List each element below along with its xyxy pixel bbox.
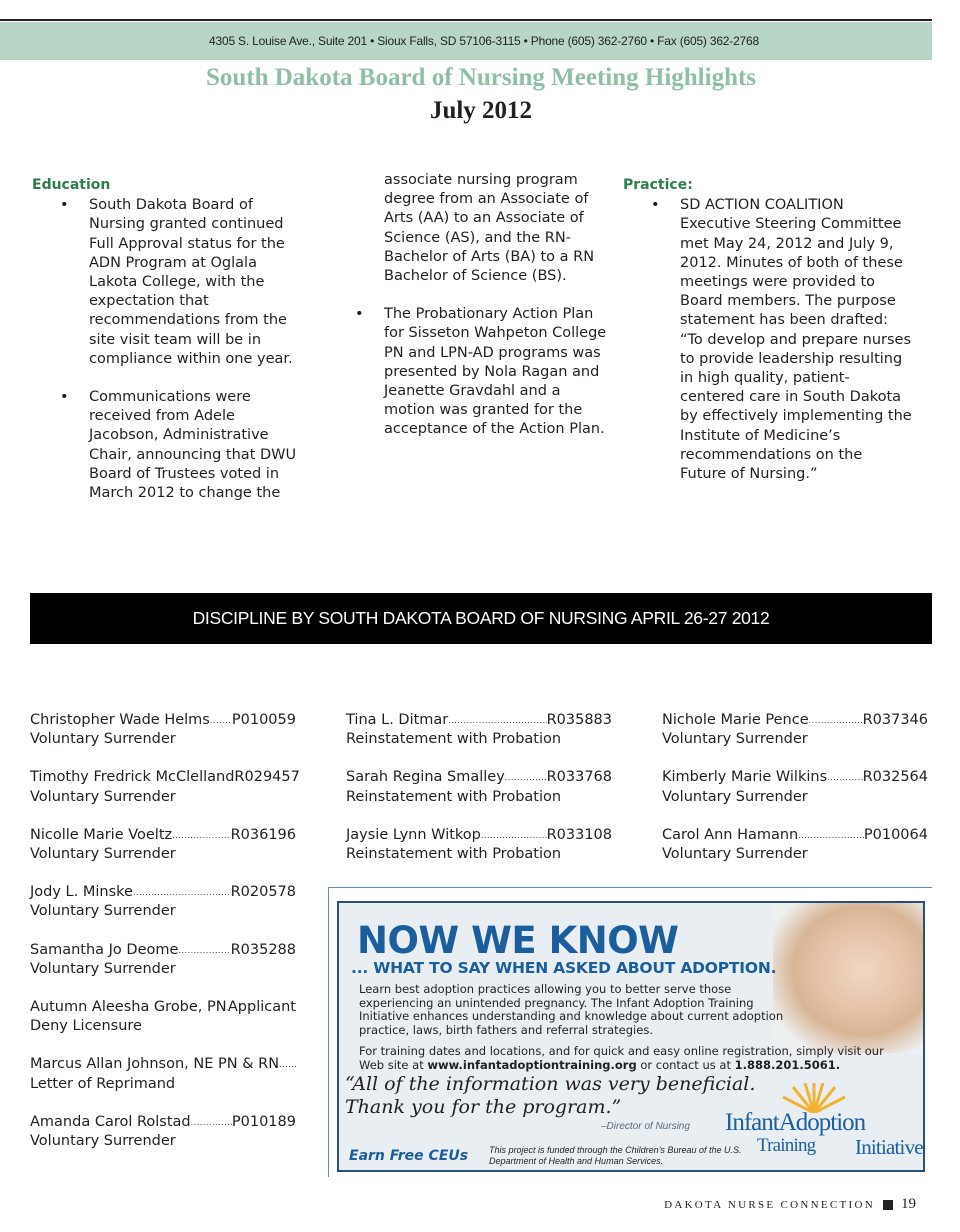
practice-item-1: • SD ACTION COALITION Executive Steering Committee met May 24, 2012 and July 9, 2012. Minutes of both of these meetings were provided to Board members. The purpose statement has been drafted: “To develop and prepare nurses to provide leadership resulting in high quality, patient-centered care in South Dakota by effectively implementing the Institute of Medicine’s recommendations on the Future of Nursing.” [623,196,913,484]
entry-license: R020578 [230,884,296,901]
woman-photo [773,903,923,1053]
entry-action: Letter of Reprimand [30,1075,176,1092]
entry-name: Timothy Fredrick McClelland [30,769,235,786]
discipline-entry [30,826,296,883]
page-footer [664,1196,916,1213]
ad-body-text: Learn best adoption practices allowing you to better serve those experiencing an unintended pregnancy. The Infant Adoption Training Initiative enhances understanding and knowledge about current adoption practice, laws, birth fathers and referral strategies. [359,982,784,1037]
entry-action: Reinstatement with Probation [346,845,562,862]
leader-dots [827,768,862,787]
discipline-entry [30,883,296,940]
ad-frame-rule [328,887,932,888]
ad-contact-text [359,1045,899,1072]
education-list-continued [357,305,609,439]
top-rule [0,19,932,21]
infant-adoption-logo [725,1083,921,1169]
entry-license: P010059 [231,712,296,728]
page-number: 19 [901,1196,916,1212]
entry-name: Jody L. Minske [30,884,133,901]
entry-license: R035883 [546,712,612,728]
ad-frame-rule [328,887,329,1177]
leader-dots [172,826,230,845]
leader-dots [133,883,231,902]
entry-action: Voluntary Surrender [30,1132,176,1149]
adoption-advertisement[interactable] [337,901,925,1172]
ad-funding-note: This project is funded through the Children’s Bureau of the U.S. Department of Health and Human Services. [489,1145,742,1166]
entry-action: Reinstatement with Probation [346,731,562,748]
entry-license: R036196 [230,826,296,843]
education-column [32,176,308,522]
entry-name: Kimberly Marie Wilkins [662,769,828,786]
discipline-entry [662,711,928,768]
ad-contact-mid: or contact us at [636,1057,735,1072]
leader-dots [809,711,863,730]
discipline-banner-text: DISCIPLINE BY SOUTH DAKOTA BOARD OF NURSING APRIL 26-27 2012 [192,608,770,628]
entry-name: Nicolle Marie Voeltz [30,826,173,843]
entry-license: P010189 [231,1113,296,1130]
entry-name: Christopher Wade Helms [30,712,210,728]
entry-name: Tina L. Ditmar [346,712,449,728]
education-item-2: • Communications were received from Adele Jacobson, Administrative Chair, announcing that DWU Board of Trustees voted in March 2012 to change the [32,388,308,503]
discipline-entry [346,711,612,768]
page-subtitle: July 2012 [429,97,533,124]
discipline-entry [30,998,296,1055]
entry-license: R033108 [546,826,612,843]
entry-license: R032564 [862,769,928,786]
discipline-column-1 [30,711,300,1170]
discipline-entry [30,768,300,825]
leader-dots [178,941,230,960]
entry-license: R029457 [234,769,300,786]
discipline-banner [30,593,932,644]
entry-action: Voluntary Surrender [662,788,808,805]
education-heading: Education [32,177,111,193]
logo-line-1: InfantAdoption [725,1109,866,1136]
practice-list [623,196,913,484]
ad-testimonial: “All of the information was very beneficial. Thank you for the program.” [345,1073,756,1118]
education-continued-column [357,171,609,459]
discipline-column-2 [346,711,612,883]
entry-license: R033768 [546,769,612,786]
ad-ceu-callout: Earn Free CEUs [349,1148,469,1164]
entry-name: Samantha Jo Deome [30,941,179,958]
practice-heading: Practice: [623,177,693,193]
entry-license: R037346 [862,712,928,728]
leader-dots [505,768,547,787]
entry-name: Jaysie Lynn Witkop [346,826,481,843]
entry-license: P010064 [863,826,928,843]
leader-dots [798,826,864,845]
entry-action: Voluntary Surrender [30,960,176,977]
square-bullet-icon [883,1200,893,1210]
discipline-entry [30,1113,296,1170]
address-bar [0,22,932,60]
discipline-entry [346,768,612,825]
entry-name: Autumn Aleesha Grobe, PN [30,998,227,1015]
entry-license: Applicant [227,998,296,1015]
page-title: South Dakota Board of Nursing Meeting Highlights [205,64,757,91]
discipline-entry [662,768,928,825]
entry-name: Sarah Regina Smalley [346,769,505,786]
education-item-1: • South Dakota Board of Nursing granted continued Full Approval status for the ADN Program at Oglala Lakota College, with the expectation that recommendations from the site visit team will be in compliance within one year. [32,196,308,369]
leader-dots [448,711,546,730]
entry-action: Voluntary Surrender [662,845,808,862]
address-text: 4305 S. Louise Ave., Suite 201 • Sioux Falls, SD 57106-3115 • Phone (605) 362-2760 • Fax (605) 362-2768 [209,34,759,48]
ad-subheadline: ... WHAT TO SAY WHEN ASKED ABOUT ADOPTION. [351,959,777,977]
entry-action: Voluntary Surrender [662,731,808,748]
publication-name: DAKOTA NURSE CONNECTION [664,1198,875,1211]
entry-name: Nichole Marie Pence [662,712,809,728]
discipline-entry [346,826,612,883]
entry-license: R035288 [230,941,296,958]
education-list [32,196,308,503]
entry-name: Amanda Carol Rolstad [30,1113,191,1130]
discipline-entry [30,941,296,998]
logo-line-2: Training [757,1135,816,1156]
discipline-column-3 [662,711,928,883]
logo-line-3: Initiative [855,1135,923,1159]
entry-action: Voluntary Surrender [30,845,176,862]
entry-action: Voluntary Surrender [30,903,176,920]
ad-testimonial-attribution: –Director of Nursing [601,1121,690,1132]
leader-dots [481,826,547,845]
entry-action: Deny Licensure [30,1018,142,1035]
leader-dots [279,1055,296,1074]
discipline-entry [662,826,928,883]
entry-action: Voluntary Surrender [30,788,176,805]
ad-contact-pre: For training dates and locations, and for quick and easy online registration, simply visit our Web site at [359,1044,884,1072]
ad-website-link[interactable]: www.infantadoptiontraining.org [427,1057,637,1072]
practice-column [623,176,913,503]
education-continued-text: associate nursing program degree from an Associate of Arts (AA) to an Associate of Science (AS), and the RN-Bachelor of Arts (BA) to a RN Bachelor of Science (BS). [384,172,595,285]
entry-action: Voluntary Surrender [30,731,176,748]
ad-phone: 1.888.201.5061. [734,1057,841,1072]
education-item-3: • The Probationary Action Plan for Sisseton Wahpeton College PN and LPN-AD programs was presented by Nola Ragan and Jeanette Gravdahl and a motion was granted for the acceptance of the Action Plan. [357,305,609,439]
entry-action: Reinstatement with Probation [346,788,562,805]
entry-name: Carol Ann Hamann [662,826,799,843]
discipline-entry [30,711,296,768]
entry-name: Marcus Allan Johnson, NE PN & RN [30,1056,280,1073]
leader-dots [191,1113,232,1132]
leader-dots [210,711,232,730]
ad-headline: NOW WE KNOW [357,919,679,962]
discipline-entry [30,1055,296,1112]
